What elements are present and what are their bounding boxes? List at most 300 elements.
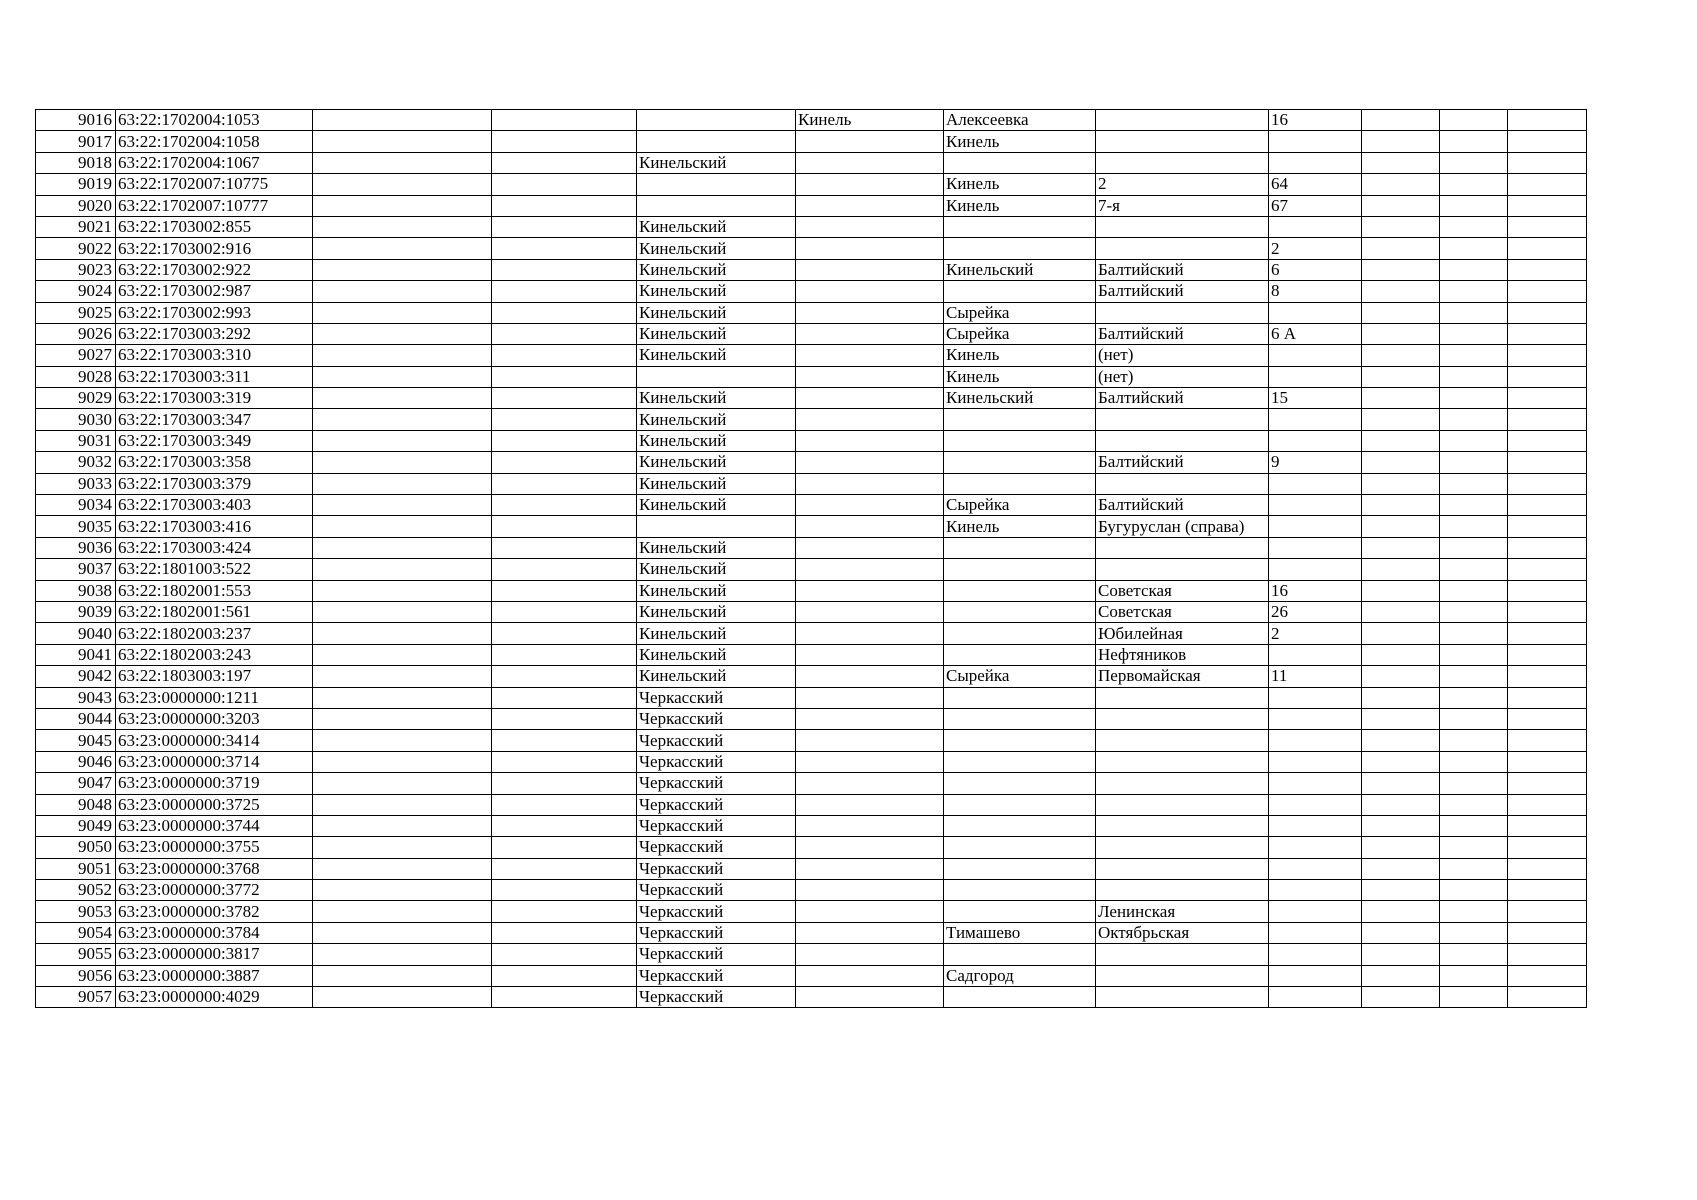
cell-col-4 [492,580,637,601]
table-row [36,730,1587,751]
table-row [36,794,1587,815]
cell-col-12 [1508,687,1587,708]
cell-col-11 [1440,388,1508,409]
cell-house [1269,644,1362,665]
cell-col-4 [492,644,637,665]
cell-col-3 [313,965,492,986]
table-row [36,965,1587,986]
cell-col-4 [492,537,637,558]
cell-house [1269,366,1362,387]
cell-house: 2 [1269,623,1362,644]
cell-col-12 [1508,131,1587,152]
cell-col-12 [1508,837,1587,858]
cell-city [796,730,944,751]
cell-col-12 [1508,302,1587,323]
cell-district [637,195,796,216]
cell-street: (нет) [1096,366,1269,387]
cell-street [1096,238,1269,259]
cell-col-12 [1508,366,1587,387]
cell-cadastral-number: 63:22:1703003:311 [116,366,313,387]
cell-row-number: 9044 [36,708,116,729]
cell-col-12 [1508,388,1587,409]
cell-col-11 [1440,281,1508,302]
cell-city [796,773,944,794]
cell-district [637,110,796,131]
cell-street: Балтийский [1096,281,1269,302]
cell-house: 16 [1269,580,1362,601]
cell-house: 2 [1269,238,1362,259]
cell-col-3 [313,987,492,1008]
cell-col-11 [1440,131,1508,152]
cell-cadastral-number: 63:22:1803003:197 [116,666,313,687]
cell-district: Кинельский [637,601,796,622]
cell-col-4 [492,473,637,494]
cell-row-number: 9027 [36,345,116,366]
table-row [36,302,1587,323]
cell-col-11 [1440,858,1508,879]
cell-col-12 [1508,880,1587,901]
cell-house: 16 [1269,110,1362,131]
cell-cadastral-number: 63:22:1702004:1067 [116,152,313,173]
cell-col-11 [1440,730,1508,751]
cell-col-4 [492,601,637,622]
table-row [36,601,1587,622]
cell-col-12 [1508,516,1587,537]
table-row [36,666,1587,687]
cell-col-11 [1440,152,1508,173]
cell-street [1096,409,1269,430]
cell-col-3 [313,837,492,858]
cell-district: Черкасский [637,858,796,879]
cell-street: Советская [1096,580,1269,601]
cell-col-4 [492,559,637,580]
cell-col-11 [1440,452,1508,473]
cell-city [796,238,944,259]
cell-district: Кинельский [637,580,796,601]
cell-col-4 [492,195,637,216]
cell-col-10 [1362,238,1440,259]
cell-col-3 [313,901,492,922]
cell-cadastral-number: 63:22:1703002:993 [116,302,313,323]
cell-col-11 [1440,174,1508,195]
cell-col-12 [1508,216,1587,237]
cell-district: Кинельский [637,281,796,302]
cell-col-4 [492,901,637,922]
cell-col-10 [1362,687,1440,708]
cell-row-number: 9054 [36,922,116,943]
cell-row-number: 9049 [36,815,116,836]
cell-street [1096,216,1269,237]
cell-col-3 [313,366,492,387]
table-row [36,858,1587,879]
cell-col-10 [1362,559,1440,580]
cell-district: Черкасский [637,880,796,901]
cell-city [796,815,944,836]
cell-city [796,944,944,965]
cell-locality [944,430,1096,451]
cell-col-3 [313,880,492,901]
cell-city [796,858,944,879]
cell-city [796,537,944,558]
cell-district: Кинельский [637,537,796,558]
cell-row-number: 9017 [36,131,116,152]
cell-district: Черкасский [637,987,796,1008]
cell-col-4 [492,152,637,173]
cell-city [796,495,944,516]
cell-street [1096,837,1269,858]
cell-house: 11 [1269,666,1362,687]
cell-locality: Сырейка [944,302,1096,323]
cell-col-11 [1440,323,1508,344]
cell-col-10 [1362,110,1440,131]
cell-district [637,516,796,537]
cell-city [796,195,944,216]
cell-district: Кинельский [637,216,796,237]
table-row [36,388,1587,409]
cell-col-3 [313,537,492,558]
cell-district: Кинельский [637,473,796,494]
cell-locality: Кинель [944,366,1096,387]
cell-col-10 [1362,773,1440,794]
cell-house: 6 А [1269,323,1362,344]
table-row [36,922,1587,943]
cell-col-4 [492,708,637,729]
cell-col-11 [1440,922,1508,943]
cell-house [1269,922,1362,943]
cell-col-12 [1508,944,1587,965]
cell-locality: Сырейка [944,495,1096,516]
cell-house [1269,773,1362,794]
cell-house [1269,730,1362,751]
cell-cadastral-number: 63:23:0000000:3755 [116,837,313,858]
cell-row-number: 9030 [36,409,116,430]
cell-city [796,259,944,280]
cell-street [1096,537,1269,558]
cell-city [796,216,944,237]
cell-col-11 [1440,623,1508,644]
cell-col-4 [492,238,637,259]
cell-house [1269,409,1362,430]
cell-col-3 [313,922,492,943]
table-row [36,708,1587,729]
cell-row-number: 9042 [36,666,116,687]
table-row [36,409,1587,430]
cell-row-number: 9033 [36,473,116,494]
cell-col-3 [313,409,492,430]
cell-col-3 [313,281,492,302]
table-row [36,216,1587,237]
cell-street [1096,687,1269,708]
cell-street: Ленинская [1096,901,1269,922]
cell-col-12 [1508,987,1587,1008]
cell-locality [944,473,1096,494]
cell-col-11 [1440,666,1508,687]
cell-col-11 [1440,238,1508,259]
cell-col-12 [1508,815,1587,836]
cell-col-4 [492,794,637,815]
cell-street [1096,858,1269,879]
cell-col-4 [492,987,637,1008]
cell-row-number: 9040 [36,623,116,644]
cell-row-number: 9041 [36,644,116,665]
cell-col-11 [1440,409,1508,430]
cell-district [637,366,796,387]
cell-col-11 [1440,965,1508,986]
cell-district: Черкасский [637,815,796,836]
cell-locality [944,880,1096,901]
cell-street: Нефтяников [1096,644,1269,665]
cell-col-10 [1362,473,1440,494]
cell-street [1096,965,1269,986]
cell-district: Черкасский [637,794,796,815]
cell-city [796,323,944,344]
cell-locality [944,858,1096,879]
table-row [36,238,1587,259]
cell-row-number: 9023 [36,259,116,280]
table-row [36,366,1587,387]
cell-row-number: 9016 [36,110,116,131]
table-row [36,281,1587,302]
cell-col-10 [1362,195,1440,216]
cell-col-10 [1362,601,1440,622]
cell-street: Юбилейная [1096,623,1269,644]
cell-col-10 [1362,216,1440,237]
cell-district: Черкасский [637,837,796,858]
cell-col-4 [492,687,637,708]
table-row [36,880,1587,901]
cell-cadastral-number: 63:22:1703003:424 [116,537,313,558]
cell-street: Балтийский [1096,452,1269,473]
cell-district: Кинельский [637,644,796,665]
cell-street: 7-я [1096,195,1269,216]
cell-house: 9 [1269,452,1362,473]
cell-col-4 [492,815,637,836]
cell-cadastral-number: 63:22:1703002:922 [116,259,313,280]
cell-district: Кинельский [637,259,796,280]
cell-cadastral-number: 63:22:1802001:553 [116,580,313,601]
cell-col-3 [313,559,492,580]
cell-col-12 [1508,110,1587,131]
cell-col-11 [1440,944,1508,965]
table-row [36,473,1587,494]
cell-col-12 [1508,730,1587,751]
cell-col-3 [313,238,492,259]
cell-col-10 [1362,708,1440,729]
cell-cadastral-number: 63:22:1703003:358 [116,452,313,473]
cell-cadastral-number: 63:23:0000000:3887 [116,965,313,986]
cell-col-11 [1440,366,1508,387]
cell-col-3 [313,751,492,772]
cell-house [1269,559,1362,580]
cell-col-10 [1362,131,1440,152]
cell-col-10 [1362,495,1440,516]
cell-col-10 [1362,666,1440,687]
cell-row-number: 9035 [36,516,116,537]
cell-cadastral-number: 63:23:0000000:3414 [116,730,313,751]
cell-city [796,601,944,622]
cell-col-12 [1508,152,1587,173]
cell-col-11 [1440,495,1508,516]
table-row [36,559,1587,580]
cell-col-4 [492,880,637,901]
cell-street [1096,815,1269,836]
cell-house [1269,837,1362,858]
cell-locality [944,216,1096,237]
cell-col-12 [1508,345,1587,366]
cell-cadastral-number: 63:23:0000000:3817 [116,944,313,965]
cell-locality: Кинель [944,131,1096,152]
cell-col-3 [313,815,492,836]
cell-col-11 [1440,516,1508,537]
cell-street [1096,152,1269,173]
cell-cadastral-number: 63:23:0000000:3772 [116,880,313,901]
cell-locality: Кинельский [944,388,1096,409]
cell-cadastral-number: 63:22:1703002:916 [116,238,313,259]
cell-district: Черкасский [637,965,796,986]
cell-row-number: 9020 [36,195,116,216]
cell-street: Октябрьская [1096,922,1269,943]
cell-col-3 [313,858,492,879]
cell-col-12 [1508,281,1587,302]
cell-col-3 [313,152,492,173]
cell-locality: Тимашево [944,922,1096,943]
cell-locality [944,537,1096,558]
cell-col-12 [1508,644,1587,665]
cell-street: (нет) [1096,345,1269,366]
cell-col-4 [492,388,637,409]
cell-col-4 [492,858,637,879]
cell-col-4 [492,430,637,451]
cell-locality [944,238,1096,259]
cell-col-11 [1440,302,1508,323]
cell-locality: Кинель [944,174,1096,195]
cell-col-11 [1440,216,1508,237]
cell-city [796,366,944,387]
cell-street: Балтийский [1096,259,1269,280]
table-row [36,815,1587,836]
cell-cadastral-number: 63:22:1702007:10777 [116,195,313,216]
cell-col-10 [1362,345,1440,366]
cell-district: Кинельский [637,666,796,687]
table-row [36,195,1587,216]
cell-locality [944,281,1096,302]
cell-col-12 [1508,238,1587,259]
cell-col-3 [313,495,492,516]
cell-city [796,131,944,152]
cell-house: 6 [1269,259,1362,280]
cell-house [1269,708,1362,729]
cell-col-11 [1440,837,1508,858]
cell-house [1269,901,1362,922]
cell-cadastral-number: 63:23:0000000:3725 [116,794,313,815]
cell-district: Кинельский [637,495,796,516]
cell-col-4 [492,110,637,131]
cell-district: Кинельский [637,559,796,580]
cell-col-12 [1508,965,1587,986]
table-row [36,537,1587,558]
cell-house [1269,880,1362,901]
table-row [36,580,1587,601]
cell-locality [944,837,1096,858]
cell-locality [944,901,1096,922]
cell-col-10 [1362,259,1440,280]
cell-district: Кинельский [637,238,796,259]
cell-district: Кинельский [637,430,796,451]
table-row [36,323,1587,344]
cell-house [1269,430,1362,451]
cell-col-11 [1440,901,1508,922]
cell-col-12 [1508,708,1587,729]
cell-house [1269,965,1362,986]
cell-col-10 [1362,815,1440,836]
cell-house: 64 [1269,174,1362,195]
cell-house [1269,302,1362,323]
cell-col-3 [313,174,492,195]
cell-col-3 [313,452,492,473]
table-row [36,516,1587,537]
cell-col-12 [1508,559,1587,580]
cell-col-10 [1362,623,1440,644]
table-row [36,131,1587,152]
cell-cadastral-number: 63:22:1703003:403 [116,495,313,516]
table-row [36,430,1587,451]
cell-cadastral-number: 63:22:1702007:10775 [116,174,313,195]
cell-col-4 [492,666,637,687]
cell-col-3 [313,131,492,152]
cell-locality: Кинель [944,195,1096,216]
table-row [36,837,1587,858]
cell-street [1096,730,1269,751]
cell-district: Кинельский [637,302,796,323]
cell-district: Кинельский [637,623,796,644]
cell-house [1269,794,1362,815]
cell-col-11 [1440,987,1508,1008]
cell-row-number: 9037 [36,559,116,580]
cell-city [796,922,944,943]
cell-house [1269,216,1362,237]
cell-col-4 [492,623,637,644]
cell-col-4 [492,216,637,237]
cell-col-4 [492,516,637,537]
cell-col-4 [492,345,637,366]
property-table [35,109,1587,1008]
cell-col-12 [1508,858,1587,879]
cell-col-11 [1440,794,1508,815]
cell-street [1096,302,1269,323]
cell-locality [944,794,1096,815]
table-row [36,174,1587,195]
cell-city [796,430,944,451]
cell-city [796,452,944,473]
cell-col-3 [313,601,492,622]
cell-row-number: 9047 [36,773,116,794]
cell-col-3 [313,687,492,708]
cell-col-11 [1440,473,1508,494]
cell-locality [944,409,1096,430]
cell-cadastral-number: 63:22:1802003:237 [116,623,313,644]
cell-col-4 [492,259,637,280]
cell-col-4 [492,281,637,302]
cell-street [1096,944,1269,965]
cell-locality [944,773,1096,794]
cell-row-number: 9018 [36,152,116,173]
cell-city [796,901,944,922]
cell-district: Черкасский [637,901,796,922]
cell-locality [944,687,1096,708]
cell-locality [944,559,1096,580]
cell-locality: Алексеевка [944,110,1096,131]
cell-col-11 [1440,773,1508,794]
